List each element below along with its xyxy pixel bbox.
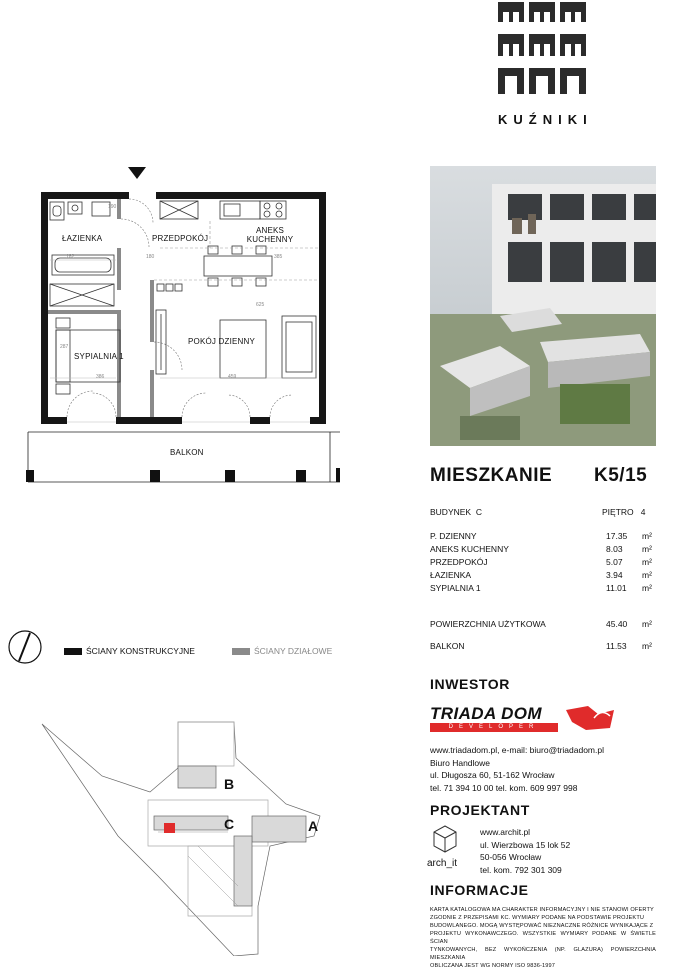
area-unit: m² — [642, 570, 652, 580]
selected-unit-marker — [164, 823, 175, 833]
room-label-sypialnia: SYPIALNIA 1 — [74, 352, 124, 361]
room-label-aneks-line1: ANEKS — [255, 226, 285, 235]
floor-row — [602, 506, 645, 519]
partition-wall-swatch — [232, 648, 250, 655]
triada-logo-text: TRIADA DOM — [430, 704, 542, 723]
entrance-arrow-icon — [128, 167, 146, 179]
room-name: PRZEDPOKÓJ — [430, 557, 488, 567]
investor-line: ul. Długosza 60, 51-162 Wrocław — [430, 770, 555, 780]
room-area-row — [430, 556, 656, 569]
building-label: BUDYNEK — [430, 507, 472, 517]
designer-line: ul. Wierzbowa 15 lok 52 — [480, 839, 571, 850]
room-label-pokoj-dzienny: POKÓJ DZIENNY — [188, 337, 256, 346]
info-line: OBLICZANA JEST WG NORMY ISO 9836-1997 — [430, 963, 556, 969]
info-line: TYNKOWANYCH, BEZ WYKOŃCZENIA (NP. GLAZURA) POWIERZCHNIA MIESZKANIA — [430, 947, 656, 961]
usable-area-row — [430, 618, 656, 631]
room-label-balkon: BALKON — [170, 448, 204, 457]
site-map — [38, 716, 338, 956]
bull-logo-icon — [564, 704, 618, 732]
room-area-list — [430, 530, 656, 595]
room-label-lazienka: ŁAZIENKA — [62, 234, 103, 243]
room-name: ANEKS KUCHENNY — [430, 544, 509, 554]
area-unit: m² — [642, 557, 652, 567]
room-label-aneks — [240, 226, 300, 244]
designer-line: tel. kom. 792 301 309 — [480, 864, 562, 875]
room-area-row — [430, 543, 656, 556]
info-line: KARTA KATALOGOWA MA CHARAKTER INFORMACYJNY I NIE STANOWI OFERTY — [430, 907, 654, 913]
investor-line: Biuro Handlowe — [430, 757, 491, 768]
room-area-row — [430, 569, 656, 582]
info-line: BUDOWLANEGO. MOGĄ WYSTĘPOWAĆ NIEZNACZNE RÓŻNICE WYNIKAJĄCE Z — [430, 923, 654, 929]
room-label-przedpokoj: PRZEDPOKÓJ — [152, 234, 209, 243]
room-name: SYPIALNIA 1 — [430, 583, 481, 593]
designer-contact — [480, 826, 570, 876]
room-name: ŁAZIENKA — [430, 570, 472, 580]
designer-line: www.archit.pl — [480, 827, 531, 837]
room-area: 17.35 — [606, 531, 628, 541]
floor-plan — [20, 160, 340, 490]
info-heading: INFORMACJE — [430, 882, 529, 898]
dim-label: 182 — [66, 254, 75, 260]
dim-label: 190 — [108, 204, 117, 210]
room-area-row — [430, 582, 656, 595]
brand-name: KUŹNIKI — [498, 112, 593, 127]
archit-cube-icon — [432, 824, 458, 854]
floor-label: PIĘTRO — [602, 507, 634, 517]
building-label-b: B — [224, 776, 235, 792]
investor-heading: INWESTOR — [430, 676, 510, 692]
designer-heading: PROJEKTANT — [430, 802, 530, 818]
area-unit: m² — [642, 641, 652, 651]
room-name: P. DZIENNY — [430, 531, 477, 541]
triada-logo — [430, 704, 560, 732]
room-label-aneks-line2: KUCHENNY — [246, 235, 294, 244]
info-line: PROJEKTU WYKONAWCZEGO. WSZYSTKIE WYMIARY PODANE W ŚWIETLE ŚCIAN — [430, 931, 656, 945]
info-text — [430, 906, 656, 970]
floor-value: 4 — [640, 507, 646, 517]
building-label-c: C — [224, 816, 235, 832]
balcony-area-value: 11.53 — [606, 641, 627, 651]
building-value: C — [475, 507, 482, 517]
area-unit: m² — [642, 619, 652, 629]
dim-label: 287 — [60, 344, 69, 350]
building-row — [430, 506, 482, 519]
building-label-a: A — [308, 818, 319, 834]
room-area: 11.01 — [606, 583, 627, 593]
investor-contact — [430, 744, 604, 794]
dim-label: 459 — [228, 374, 237, 380]
apartment-code: K5/15 — [594, 465, 648, 486]
room-area-row — [430, 530, 656, 543]
triada-logo-sub: DEVELOPER — [430, 723, 558, 732]
room-area: 5.07 — [606, 557, 623, 567]
usable-area-label: POWIERZCHNIA UŻYTKOWA — [430, 619, 546, 629]
area-unit: m² — [642, 544, 652, 554]
apartment-title: MIESZKANIE — [430, 465, 553, 486]
legend-partition: ŚCIANY DZIAŁOWE — [254, 646, 333, 656]
kuzniki-logo-icon — [496, 0, 588, 98]
area-unit: m² — [642, 531, 652, 541]
archit-logo-text: arch_it — [427, 858, 458, 869]
structural-wall-swatch — [64, 648, 82, 655]
usable-area-value: 45.40 — [606, 619, 628, 629]
investor-line: www.triadadom.pl, e-mail: biuro@triadadom.pl — [430, 745, 604, 755]
info-line: ZGODNIE Z PRZEPISAMI KC. WYMIARY PODANE NA PODSTAWIE PROJEKTU — [430, 915, 645, 921]
building-rendering — [430, 166, 656, 446]
investor-line: tel. 71 394 10 00 tel. kom. 609 997 998 — [430, 782, 578, 793]
dim-label: 625 — [256, 302, 265, 308]
designer-line: 50-056 Wrocław — [480, 852, 542, 862]
room-area: 3.94 — [606, 570, 623, 580]
dim-label: 180 — [146, 254, 155, 260]
balcony-area-row — [430, 640, 656, 653]
area-unit: m² — [642, 583, 652, 593]
compass-icon — [6, 628, 44, 666]
balcony-area-label: BALKON — [430, 641, 465, 651]
room-area: 8.03 — [606, 544, 623, 554]
dim-label: 386 — [96, 374, 105, 380]
dim-label: 385 — [274, 254, 283, 260]
legend-structural: ŚCIANY KONSTRUKCYJNE — [86, 646, 195, 656]
